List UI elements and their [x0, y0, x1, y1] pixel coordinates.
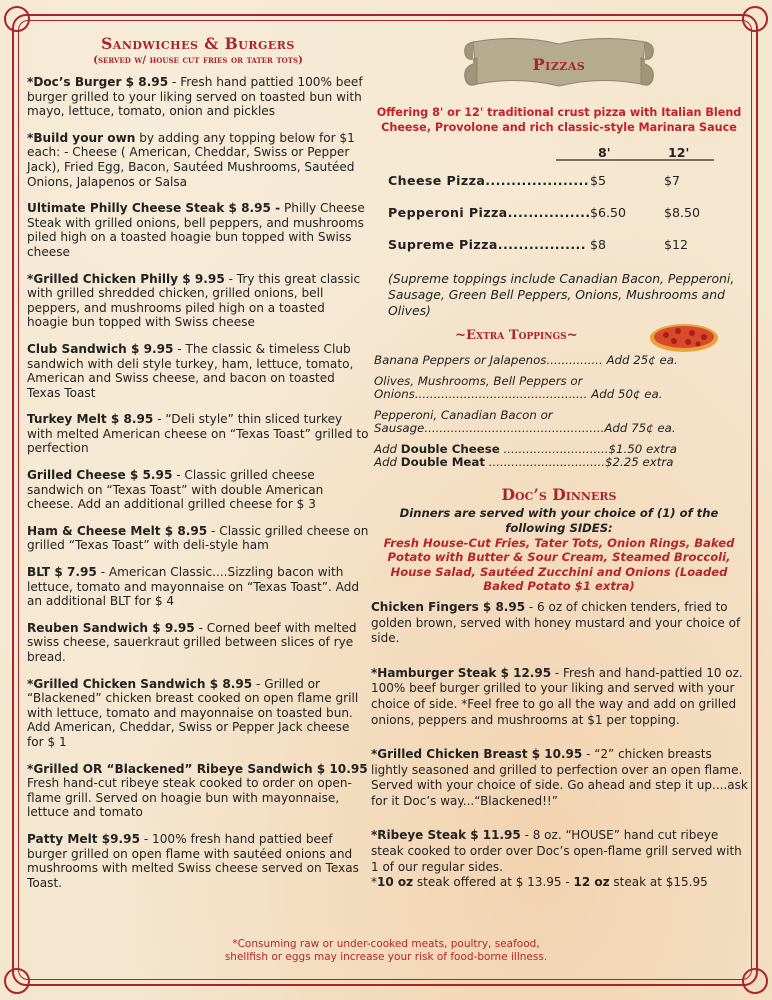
item-desc: - Fresh and hand-pattied 10 oz. 100% beef burger grilled to your liking and served with your choice of side. *Feel free to go all the way and add on grilled onions, peppers and mushrooms at $1 per topping. — [371, 665, 743, 727]
pizzas-title: Pizzas — [532, 55, 586, 74]
dinner-item — [370, 666, 748, 728]
pizza-row — [370, 231, 748, 263]
item-desc: - 100% fresh hand pattied beef burger grilled on open flame with sautéed onions and mushrooms with melted Swiss cheese served on Texas Toast. — [27, 831, 359, 890]
item-desc: - Grilled or “Blackened” chicken breast cooked on open flame grill with lettuce, tomato and mayonnaise on toasted bun. Add American, Cheddar, Swiss or Pepper Jack cheese for $ 1 — [27, 676, 359, 749]
size-small-label: 8' — [598, 145, 611, 160]
extra-price: Add 75¢ ea. — [604, 421, 676, 436]
item-name: *Build your own — [27, 130, 136, 145]
double-cheese-pre: Add — [374, 442, 401, 457]
extra-topping — [370, 354, 748, 367]
dinners-intro: Dinners are served with your choice of (1) of the following SIDES: — [399, 506, 719, 535]
item-name: Ultimate Philly Cheese Steak $ 8.95 - — [27, 201, 281, 216]
pizzas-intro: Offering 8' or 12' traditional crust pizza with Italian Blend Cheese, Provolone and rich classic-style Marinara Sauce — [376, 106, 742, 134]
extra-price: Add 50¢ ea. — [591, 387, 663, 402]
item-name: *Hamburger Steak $ 12.95 — [371, 665, 552, 680]
item-name: Grilled Cheese $ 5.95 — [27, 468, 173, 483]
steak-note-star: * — [371, 875, 377, 890]
item-desc: - Classic grilled cheese on grilled “Texas Toast” with deli-style ham — [27, 523, 369, 553]
menu-item — [27, 762, 369, 820]
dinner-item — [370, 600, 748, 647]
item-desc: - “Deli style” thin sliced turkey with melted American cheese on “Texas Toast” grilled to perfection — [27, 412, 369, 456]
extra-label: Olives, Mushrooms, Bell Peppers or Onions — [374, 374, 583, 402]
menu-item — [27, 75, 369, 119]
double-meat-label: Double Meat — [400, 455, 486, 470]
pizza-name: Cheese Pizza.................... — [388, 173, 589, 188]
item-name: Turkey Melt $ 8.95 — [27, 412, 154, 427]
extra-double — [370, 443, 748, 469]
price-small: $5 — [590, 173, 607, 188]
menu-item — [27, 832, 369, 890]
item-desc: Fresh hand-cut ribeye steak cooked to order on open-flame grill. Served on hoagie bun with mayonnaise, lettuce and tomato — [27, 776, 352, 820]
extra-price: Add 25¢ ea. — [606, 353, 678, 368]
sandwiches-title: Sandwiches & Burgers — [101, 34, 295, 53]
item-desc: - 6 oz of chicken tenders, fried to golden brown, served with honey mustard and your choice of side. — [371, 599, 741, 646]
price-small: $6.50 — [590, 205, 627, 220]
item-name: *Ribeye Steak $ 11.95 — [371, 828, 521, 843]
supreme-note: (Supreme toppings include Canadian Bacon, Pepperoni, Sausage, Green Bell Peppers, Onions, Mushrooms and Olives) — [388, 271, 735, 318]
extra-label: Banana Peppers or Jalapenos — [374, 353, 547, 368]
double-meat-pre: Add — [374, 455, 401, 470]
item-desc: - Corned beef with melted swiss cheese, sauerkraut grilled between slices of rye bread. — [27, 620, 357, 664]
price-large: $12 — [664, 237, 689, 252]
food-safety-footer — [0, 938, 772, 964]
extra-topping — [370, 409, 748, 435]
extras-title: ~Extra Toppings~ — [455, 328, 578, 344]
dinners-sides: Fresh House-Cut Fries, Tater Tots, Onion Rings, Baked Potato with Butter & Sour Cream, Steamed Broccoli, House Salad, Sautéed Zucchini and Onions (Loaded Baked Potato $1 extra) — [383, 535, 735, 594]
menu-item — [27, 565, 369, 609]
menu-item — [27, 524, 369, 553]
item-name: *Grilled OR “Blackened” Ribeye Sandwich $ 10.95 — [27, 761, 368, 776]
corner-ornament — [742, 968, 768, 994]
double-cheese-price: ............................$1.50 extra — [499, 442, 677, 457]
scroll-banner — [459, 34, 659, 96]
item-name: *Grilled Chicken Breast $ 10.95 — [371, 747, 583, 762]
sandwiches-section — [27, 34, 369, 890]
price-large: $8.50 — [664, 205, 701, 220]
item-name: Chicken Fingers $ 8.95 — [371, 599, 526, 614]
pizza-row — [370, 167, 748, 199]
extra-label: Pepperoni, Canadian Bacon or Sausage — [374, 408, 553, 436]
price-small: $8 — [590, 237, 607, 252]
extra-dots: ................................................ — [424, 421, 605, 436]
pizza-name: Pepperoni Pizza................ — [388, 205, 591, 220]
extra-dots: .............................................. — [414, 387, 588, 402]
item-name: *Grilled Chicken Sandwich $ 8.95 — [27, 676, 253, 691]
double-meat-price: ...............................$2.25 extra — [485, 455, 674, 470]
item-name: Reuben Sandwich $ 9.95 — [27, 620, 195, 635]
item-name: Patty Melt $9.95 — [27, 831, 140, 846]
dinner-item — [370, 828, 748, 890]
item-name: *Grilled Chicken Philly $ 9.95 — [27, 271, 225, 286]
menu-item — [27, 468, 369, 512]
extra-dots: ............... — [546, 353, 603, 368]
item-desc: - American Classic....Sizzling bacon with lettuce, tomato and mayonnaise on “Texas Toast”. Add an additional BLT for $ 4 — [27, 565, 360, 609]
steak-10oz-text: steak offered at $ 13.95 - — [413, 875, 574, 890]
extras-header — [370, 320, 748, 352]
footer-line-2: shellfish or eggs may increase your risk of food-borne illness. — [224, 951, 548, 963]
item-desc: by adding any topping below for $1 each: - Cheese ( American, Cheddar, Swiss or Pepper Jack), Fried Egg, Bacon, Sautéed Mushrooms, Sautéed Onions, Jalapenos or Salsa — [27, 130, 355, 189]
dinner-item — [370, 747, 748, 809]
item-name: Ham & Cheese Melt $ 8.95 — [27, 523, 208, 538]
menu-item — [27, 131, 369, 189]
item-desc: - The classic & timeless Club sandwich with deli style turkey, ham, lettuce, tomato, American and Swiss cheese, and bacon on toasted Texas Toast — [27, 341, 354, 400]
double-cheese-label: Double Cheese — [400, 442, 500, 457]
header-divider — [556, 159, 714, 161]
steak-12oz-text: steak at $15.95 — [609, 875, 708, 890]
pizza-name: Supreme Pizza................. — [388, 237, 586, 252]
item-desc: Philly Cheese Steak with grilled onions, bell peppers, and mushrooms piled high on a toasted hoagie bun topped with Swiss cheese — [27, 201, 365, 259]
item-desc: - Try this great classic with grilled shredded chicken, grilled onions, bell peppers, and mushrooms piled high on a toasted hoagie bun topped with Swiss cheese — [27, 271, 361, 330]
corner-ornament — [4, 6, 30, 32]
right-column — [370, 34, 748, 891]
item-desc: - Fresh hand pattied 100% beef burger grilled to your liking served on toasted bun with mayo, lettuce, tomato, onion and pickles — [27, 75, 363, 119]
menu-item — [27, 677, 369, 750]
corner-ornament — [4, 968, 30, 994]
item-name: Club Sandwich $ 9.95 — [27, 341, 174, 356]
steak-12oz: 12 oz — [573, 875, 610, 890]
menu-item — [27, 342, 369, 400]
footer-line-1: *Consuming raw or under-cooked meats, poultry, seafood, — [232, 938, 540, 950]
corner-ornament — [742, 6, 768, 32]
pizza-icon — [648, 320, 720, 354]
menu-item — [27, 621, 369, 665]
pizza-size-header — [370, 143, 748, 167]
item-desc: - 8 oz. “HOUSE” hand cut ribeye steak cooked to order over Doc’s open-flame grill served with 1 of our regular sides. — [371, 828, 742, 874]
sandwiches-subtitle: (served w/ house cut fries or tater tots) — [93, 54, 303, 66]
menu-item — [27, 412, 369, 456]
item-desc: - “2” chicken breasts lightly seasoned and grilled to perfection over an open flame. Served with your choice of side. Go ahead and step it up....ask for it Doc’s way...“Blackened!!” — [371, 747, 748, 808]
steak-10oz: 10 oz — [377, 875, 414, 890]
price-large: $7 — [664, 173, 681, 188]
pizza-row — [370, 199, 748, 231]
item-name: BLT $ 7.95 — [27, 565, 97, 580]
item-desc: - Classic grilled cheese sandwich on “Texas Toast” with double American cheese. Add an additional grilled cheese for $ 3 — [27, 468, 324, 512]
item-name: *Doc’s Burger $ 8.95 — [27, 75, 169, 89]
menu-item — [27, 272, 369, 330]
extra-topping — [370, 375, 748, 401]
size-large-label: 12' — [668, 145, 690, 160]
menu-item — [27, 201, 369, 259]
dinners-title: Doc’s Dinners — [501, 485, 617, 505]
